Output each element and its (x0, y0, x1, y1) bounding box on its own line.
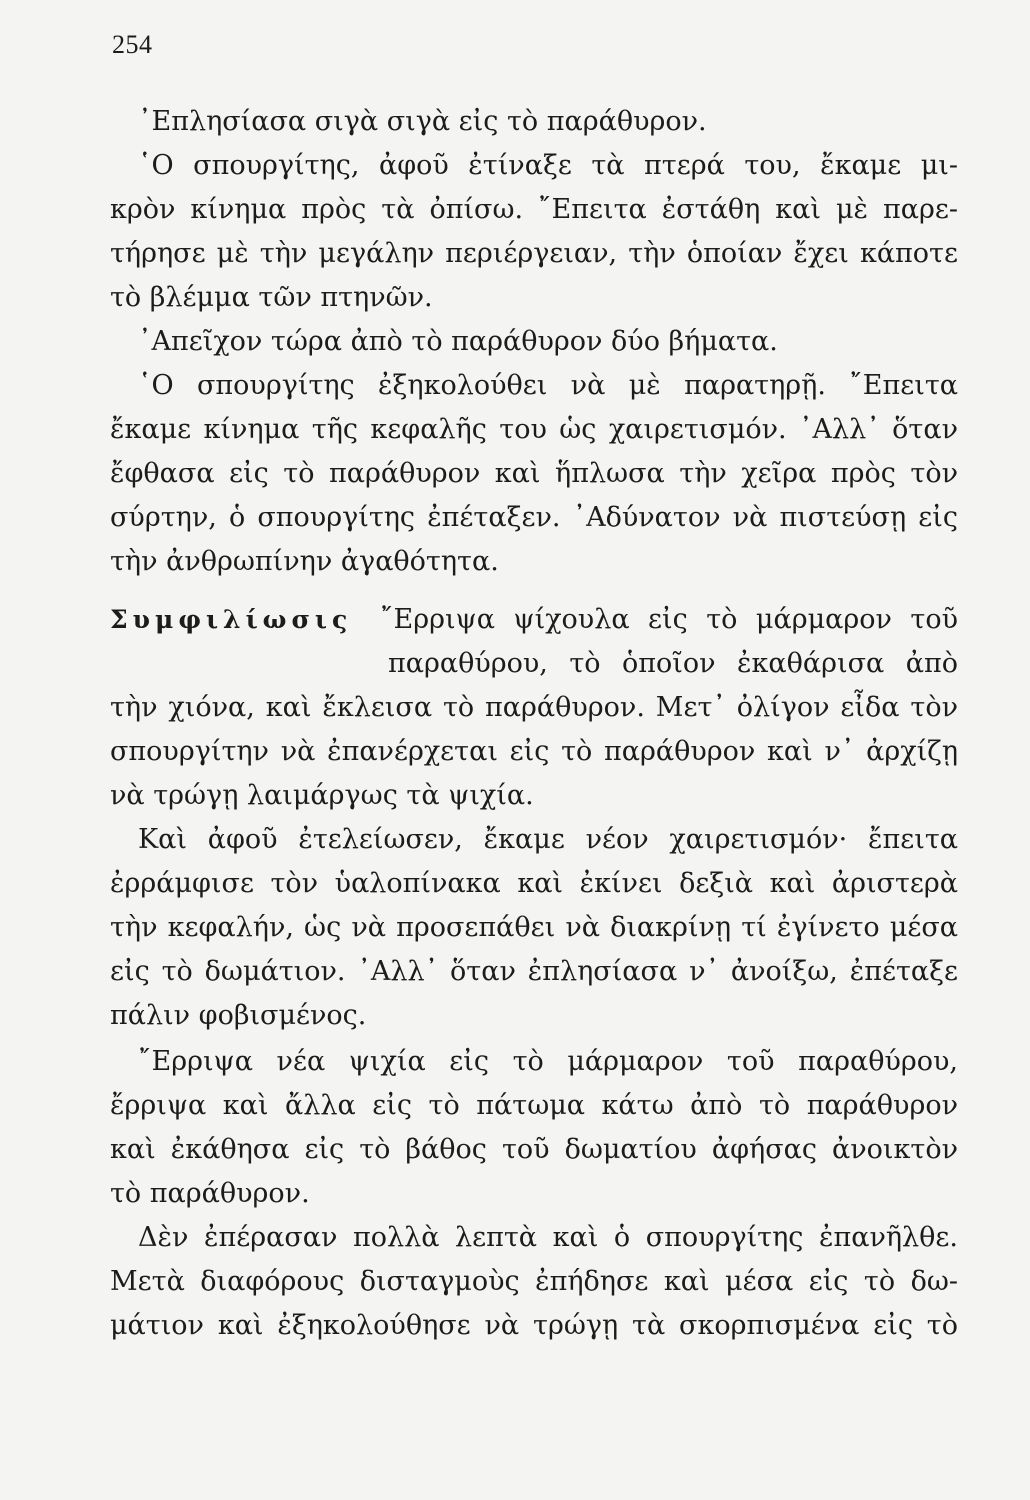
text-line: μάτιον καὶ ἐξηκολούθησε νὰ τρώγῃ τὰ σκορπισμένα εἰς τὸ (110, 1310, 958, 1341)
text-line: σύρτην, ὁ σπουργίτης ἐπέταξεν. ᾿Αδύνατον νὰ πιστεύσῃ εἰς (110, 502, 958, 533)
text-line: ἐρράμφισε τὸν ὑαλοπίνακα καὶ ἐκίνει δεξιὰ καὶ ἀριστερὰ (110, 868, 958, 899)
page-number: 254 (112, 30, 153, 59)
text-line: ῾Ο σπουργίτης ἐξηκολούθει νὰ μὲ παρατηρῇ. ῎Επειτα (138, 370, 958, 401)
text-line: εἰς τὸ δωμάτιον. ᾿Αλλ᾿ ὅταν ἐπλησίασα ν᾿ ἀνοίξω, ἐπέταξε (110, 956, 958, 987)
text-line: Μετὰ διαφόρους δισταγμοὺς ἐπήδησε καὶ μέσα εἰς τὸ δω- (110, 1266, 958, 1297)
text-line: ῾Ο σπουργίτης, ἀφοῦ ἐτίναξε τὰ πτερά του, ἔκαμε μι- (138, 150, 958, 181)
text-line: σπουργίτην νὰ ἐπανέρχεται εἰς τὸ παράθυρον καὶ ν᾿ ἀρχίζῃ (110, 736, 958, 767)
text-line: τὴν χιόνα, καὶ ἔκλεισα τὸ παράθυρον. Μετ᾿ ὀλίγον εἶδα τὸν (110, 692, 958, 723)
text-line: κρὸν κίνημα πρὸς τὰ ὀπίσω. ῎Επειτα ἐστάθη καὶ μὲ παρε- (110, 194, 958, 225)
text-line: ἔφθασα εἰς τὸ παράθυρον καὶ ἥπλωσα τὴν χεῖρα πρὸς τὸν (110, 458, 958, 489)
text-line: νὰ τρώγῃ λαιμάργως τὰ ψιχία. (110, 780, 534, 811)
text-line: ᾿Απεῖχον τώρα ἀπὸ τὸ παράθυρον δύο βήματα. (138, 326, 778, 357)
text-line: τὴν κεφαλήν, ὡς νὰ προσεπάθει νὰ διακρίνῃ τί ἐγίνετο μέσα (110, 912, 958, 943)
paragraph-block-2 (110, 598, 958, 1038)
text-line: ἔκαμε κίνημα τῆς κεφαλῆς του ὡς χαιρετισμόν. ᾿Αλλ᾿ ὅταν (110, 414, 958, 445)
text-line: τὴν ἀνθρωπίνην ἀγαθότητα. (110, 546, 499, 577)
section-title: Συμφιλίωσις (110, 605, 353, 634)
text-line: ῎Ερριψα ψίχουλα εἰς τὸ μάρμαρον τοῦ (380, 604, 958, 635)
text-line: καὶ ἐκάθησα εἰς τὸ βάθος τοῦ δωματίου ἀφήσας ἀνοικτὸν (110, 1134, 958, 1165)
text-line: τήρησε μὲ τὴν μεγάλην περιέργειαν, τὴν ὁποίαν ἔχει κάποτε (110, 238, 958, 269)
paragraph-block-3 (110, 1040, 958, 1348)
text-line: Καὶ ἀφοῦ ἐτελείωσεν, ἔκαμε νέον χαιρετισμόν· ἔπειτα (138, 824, 958, 855)
text-line: τὸ παράθυρον. (110, 1178, 310, 1209)
text-line: ᾿Επλησίασα σιγὰ σιγὰ εἰς τὸ παράθυρον. (138, 106, 707, 137)
paragraph-block-1 (110, 100, 958, 584)
text-line: παραθύρου, τὸ ὁποῖον ἐκαθάρισα ἀπὸ (388, 648, 958, 679)
text-line: πάλιν φοβισμένος. (110, 1000, 367, 1031)
text-line: Δὲν ἐπέρασαν πολλὰ λεπτὰ καὶ ὁ σπουργίτης ἐπανῆλθε. (138, 1222, 958, 1253)
text-line: ἔρριψα καὶ ἄλλα εἰς τὸ πάτωμα κάτω ἀπὸ τὸ παράθυρον (110, 1090, 958, 1121)
text-line: ῎Ερριψα νέα ψιχία εἰς τὸ μάρμαρον τοῦ παραθύρου, (138, 1046, 958, 1077)
text-line: τὸ βλέμμα τῶν πτηνῶν. (110, 282, 433, 313)
